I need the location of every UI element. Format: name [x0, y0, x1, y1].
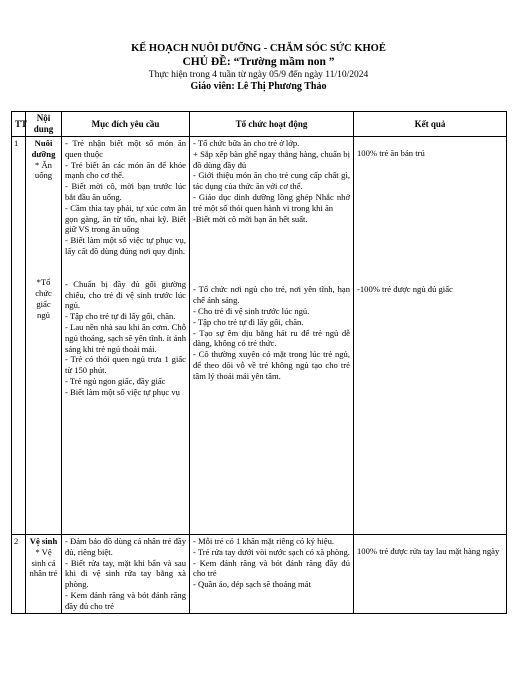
activity-item: - Cô thường xuyên có mặt trong lúc trẻ ngủ, để theo dõi vỗ về trẻ không ngủ tạo cho trẻ tâm lý thoải mái yên tâm.	[193, 349, 350, 381]
header-activity: Tổ chức hoạt động	[190, 112, 354, 137]
purpose-cell	[62, 535, 190, 614]
purpose-item: - Biết mời cô, mời bạn trước lúc bắt đầu ăn uống.	[65, 181, 186, 202]
purpose-item: - Chuẩn bị đầy đủ gối giường chiếu, cho trẻ đi vệ sinh trước lúc ngủ.	[65, 278, 186, 311]
content-sub: * Vệ sinh cá nhân trẻ	[29, 546, 58, 579]
result-text: -100% trẻ được ngủ đủ giấc	[357, 283, 453, 294]
teacher-name: Lê Thị Phương Thảo	[237, 81, 327, 92]
purpose-item: - Trẻ nhận biết một số món ăn quen thuộc	[65, 138, 186, 159]
content-cell	[26, 137, 62, 535]
content-title: Vệ sinh	[29, 536, 58, 546]
purpose-item: - Biết làm một số việc tự phục vụ	[65, 386, 180, 397]
activity-item: - Tổ chức bữa ăn cho trẻ ở lớp.	[193, 138, 300, 148]
table-row	[12, 137, 507, 535]
activity-cell	[190, 535, 354, 614]
theme-name: “Trường mầm non ”	[233, 56, 335, 68]
purpose-item: - Tập cho trẻ tự đi lấy gối, chăn.	[65, 311, 176, 322]
purpose-item: - Trẻ có thói quen ngủ trưa 1 giấc từ 150 phút.	[65, 354, 186, 376]
activity-item: - Mỗi trẻ có 1 khăn mặt riêng có ký hiệu.	[193, 536, 335, 546]
table-header-row	[12, 112, 507, 137]
activity-item: - Giáo dục dinh dưỡng lồng ghép Nhắc nhở trẻ một số thói quen hành vi trong khi ăn	[193, 191, 350, 213]
teacher-line	[0, 81, 517, 93]
purpose-item: - Đảm bảo đồ dùng cá nhân trẻ đầy đủ, riêng biệt.	[65, 536, 186, 557]
theme-label: CHỦ ĐỀ:	[182, 56, 231, 68]
row-number: 1	[12, 137, 26, 535]
content-sub: * Ăn uống	[34, 159, 53, 181]
row-number: 2	[12, 535, 26, 614]
theme-line	[0, 55, 517, 69]
activity-item: - Quần áo, dép sạch sẽ thoáng mát	[193, 579, 311, 590]
purpose-item: - Kem đánh răng và bót đánh răng đầy đủ cho trẻ	[65, 589, 186, 611]
purpose-cell	[62, 137, 190, 535]
activity-item: - Kem đánh răng và bót đánh răng đầy đủ cho trẻ	[193, 557, 350, 579]
activity-item: -Biết mời cô mời bạn ăn hết suất.	[193, 213, 308, 224]
content-sub: *Tổ chức giấc ngủ	[35, 277, 52, 320]
document-header	[0, 42, 517, 93]
purpose-item: - Trẻ biết ăn các món ăn để khỏe mạnh cho cơ thể.	[65, 159, 186, 181]
result-text: 100% trẻ ăn bán trú	[357, 148, 425, 158]
purpose-item: - Cầm thìa tay phải, tự xúc cơm ăn gọn gàng, ăn từ tốn, nhai kỹ. Biết giữ VS trong ăn uống	[65, 202, 186, 235]
activity-item: - Tập cho trẻ tự đi lấy gối, chăn.	[193, 316, 304, 327]
header-content: Nội dung	[26, 112, 62, 137]
activity-item: - Tạo sự êm dịu bằng hát ru để trẻ ngủ dễ dàng, không có trẻ thức.	[193, 327, 350, 349]
purpose-item: - Biết làm một số việc tự phục vụ, lấy cất đồ dùng đúng nơi quy định.	[65, 235, 186, 256]
purpose-item: - Trẻ ngủ ngon giấc, đầy giấc	[65, 375, 166, 386]
activity-item: - Cho trẻ đi vệ sinh trước lúc ngủ.	[193, 305, 310, 316]
content-cell	[26, 535, 62, 614]
content-title: Nuôi dưỡng	[31, 138, 56, 159]
activity-item: - Tổ chức nơi ngủ cho trẻ, nơi yên tĩnh, hạn chế ánh sáng.	[193, 284, 350, 306]
result-text: 100% trẻ được rửa tay lau mặt hàng ngày	[357, 546, 500, 556]
header-result: Kết quả	[354, 112, 507, 137]
header-tt: TT	[12, 112, 26, 137]
activity-cell	[190, 137, 354, 535]
teacher-label: Giáo viên:	[190, 81, 235, 92]
activity-item: + Sắp xếp bàn ghế ngay thẳng hàng, chuẩn bị đồ dùng đầy đủ	[193, 148, 350, 170]
period-line: Thực hiện trong 4 tuần từ ngày 05/9 đến ngày 11/10/2024	[148, 70, 369, 80]
result-cell	[354, 535, 507, 614]
care-plan-table	[11, 111, 507, 614]
purpose-item: - Biết rửa tay, mặt khi bẩn và sau khi đi vệ sinh rửa tay bằng xà phòng.	[65, 557, 186, 590]
purpose-item: - Lau nền nhà sau khi ăn cơm. Chỗ ngủ thoáng, sạch sẽ yên tĩnh. ít ánh sáng khi trẻ ngủ thoải mái.	[65, 321, 187, 354]
header-purpose: Mục đích yêu cầu	[62, 112, 190, 137]
result-cell	[354, 137, 507, 535]
plan-title: KẾ HOẠCH NUÔI DƯỠNG - CHĂM SÓC SỨC KHOẺ	[131, 43, 386, 54]
table-row	[12, 535, 507, 614]
activity-item: - Giới thiệu món ăn cho trẻ cung cấp chất gì, tác dụng của thức ăn với cơ thể.	[193, 170, 350, 192]
activity-item: - Trẻ rửa tay dưới vòi nước sạch có xà phòng.	[193, 546, 350, 557]
